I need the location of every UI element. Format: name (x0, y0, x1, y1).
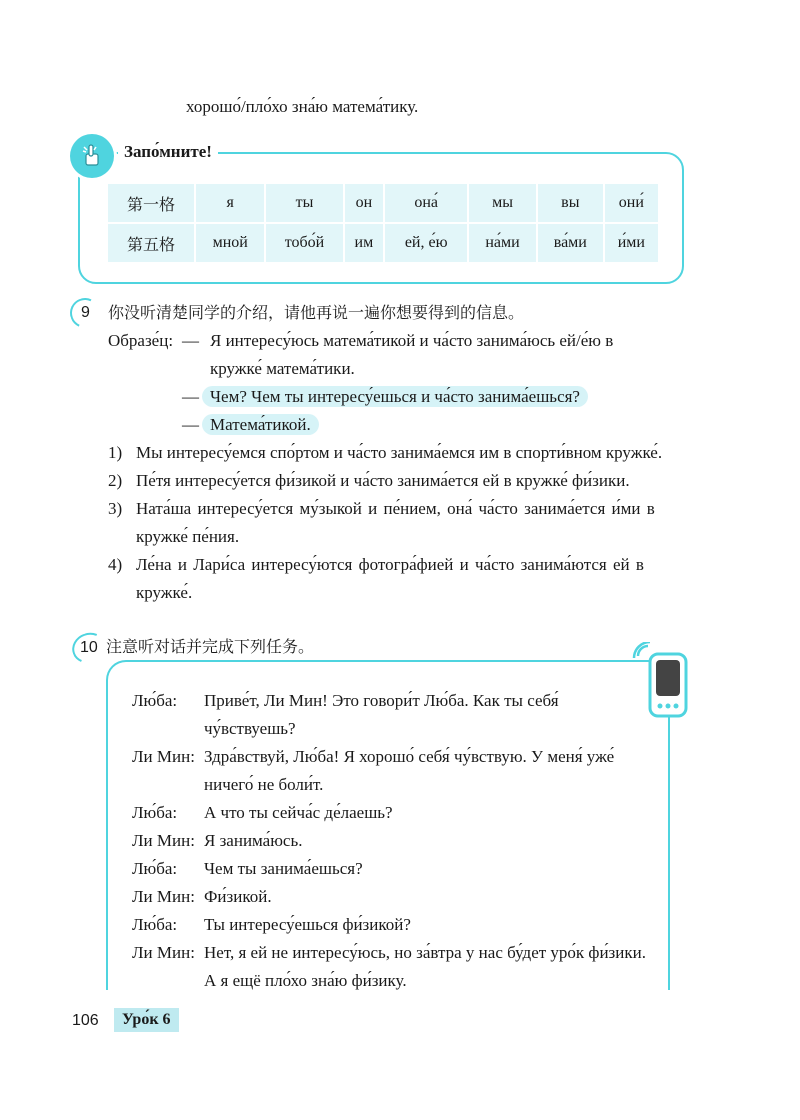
dialog-line: Фи́зикой. (204, 887, 272, 906)
exercise-number: 10 (80, 639, 98, 657)
dialog-speaker: Лю́ба: (132, 859, 178, 878)
exercise-number: 9 (80, 304, 90, 321)
dialog-speaker: Ли Мин: (132, 887, 195, 906)
table-cell: они́ (604, 184, 658, 223)
dialog-line: А что ты сейча́с де́лаешь? (204, 803, 393, 822)
table-row-head: 第五格 (107, 223, 195, 262)
dialog-line: чу́вствуешь? (204, 719, 296, 738)
table-cell: мы (468, 184, 537, 223)
pointing-hand-icon (70, 134, 114, 178)
remember-title: Запо́мните! (118, 140, 218, 164)
list-item: Пе́тя интересу́ется фи́зикой и ча́сто занима́ется ей в кружке́ фи́зики. (136, 471, 630, 490)
dialog-line: А я ещё пло́хо зна́ю фи́зику. (204, 971, 407, 990)
sample-line: кружке́ матема́тики. (210, 359, 355, 378)
page-number: 106 (72, 1012, 99, 1029)
dash: — (182, 331, 199, 350)
item-number: 3) (108, 499, 123, 518)
table-cell: и́ми (604, 223, 658, 262)
table-row (107, 184, 658, 223)
sample-answer: Матема́тикой. (202, 414, 319, 435)
dash: — (182, 387, 199, 406)
table-row (107, 223, 658, 262)
table-cell: тобо́й (265, 223, 343, 262)
dialog-line: Здра́вствуй, Лю́ба! Я хорошо́ себя́ чу́вствую. У меня́ уже́ (204, 747, 615, 766)
list-item: кружке́. (136, 583, 193, 602)
dialog-line: Приве́т, Ли Мин! Это говори́т Лю́ба. Как ты себя́ (204, 691, 559, 710)
item-number: 1) (108, 443, 123, 462)
lesson-tag: Уро́к 6 (114, 1008, 179, 1032)
list-item: Мы интересу́емся спо́ртом и ча́сто занима́емся им в спорти́вном кружке́. (136, 443, 663, 462)
dialog-line: Ты интересу́ешься фи́зикой? (204, 915, 411, 934)
table-cell: им (344, 223, 385, 262)
dialog-line: Нет, я ей не интересу́юсь, но за́втра у нас бу́дет уро́к фи́зики. (204, 943, 646, 962)
top-phrase: хорошо́/пло́хо зна́ю матема́тику. (186, 97, 419, 116)
table-row-head: 第一格 (107, 184, 195, 223)
phone-audio-icon (632, 642, 692, 725)
list-item: Ле́на и Лари́са интересу́ются фотогра́фией и ча́сто занима́ются ей в (136, 555, 644, 574)
dialog-line: Чем ты занима́ешься? (204, 859, 363, 878)
exercise-10-badge (68, 628, 110, 668)
table-cell: ва́ми (537, 223, 604, 262)
item-number: 4) (108, 555, 123, 574)
table-cell: я (195, 184, 265, 223)
exercise-9-badge (66, 294, 104, 332)
table-cell: ты (265, 184, 343, 223)
sample-question: Чем? Чем ты интересу́ешься и ча́сто занима́ешься? (202, 386, 588, 407)
table-cell: он (344, 184, 385, 223)
dialog-speaker: Ли Мин: (132, 943, 195, 962)
list-item: Ната́ша интересу́ется му́зыкой и пе́нием, она́ ча́сто занима́ется и́ми в (136, 499, 655, 518)
dialog-line: ничего́ не боли́т. (204, 775, 324, 794)
exercise-9-instruction: 你没听清楚同学的介绍，请他再说一遍你想要得到的信息。 (108, 303, 525, 322)
dialog-speaker: Ли Мин: (132, 831, 195, 850)
dialog-speaker: Лю́ба: (132, 915, 178, 934)
table-cell: мной (195, 223, 265, 262)
table-cell: вы (537, 184, 604, 223)
sample-line: Я интересу́юсь матема́тикой и ча́сто занима́юсь ей/е́ю в (210, 331, 614, 350)
dialog-line: Я занима́юсь. (204, 831, 303, 850)
list-item: кружке́ пе́ния. (136, 527, 240, 546)
table-cell: ей, е́ю (384, 223, 468, 262)
sample-label: Образе́ц: (108, 331, 174, 350)
dialog-speaker: Ли Мин: (132, 747, 195, 766)
exercise-10-instruction: 注意听对话并完成下列任务。 (106, 637, 315, 656)
item-number: 2) (108, 471, 123, 490)
dialog-speaker: Лю́ба: (132, 803, 178, 822)
dialog-speaker: Лю́ба: (132, 691, 178, 710)
dash: — (182, 415, 199, 434)
table-cell: на́ми (468, 223, 537, 262)
table-cell: она́ (384, 184, 468, 223)
pronoun-case-table (106, 184, 658, 262)
